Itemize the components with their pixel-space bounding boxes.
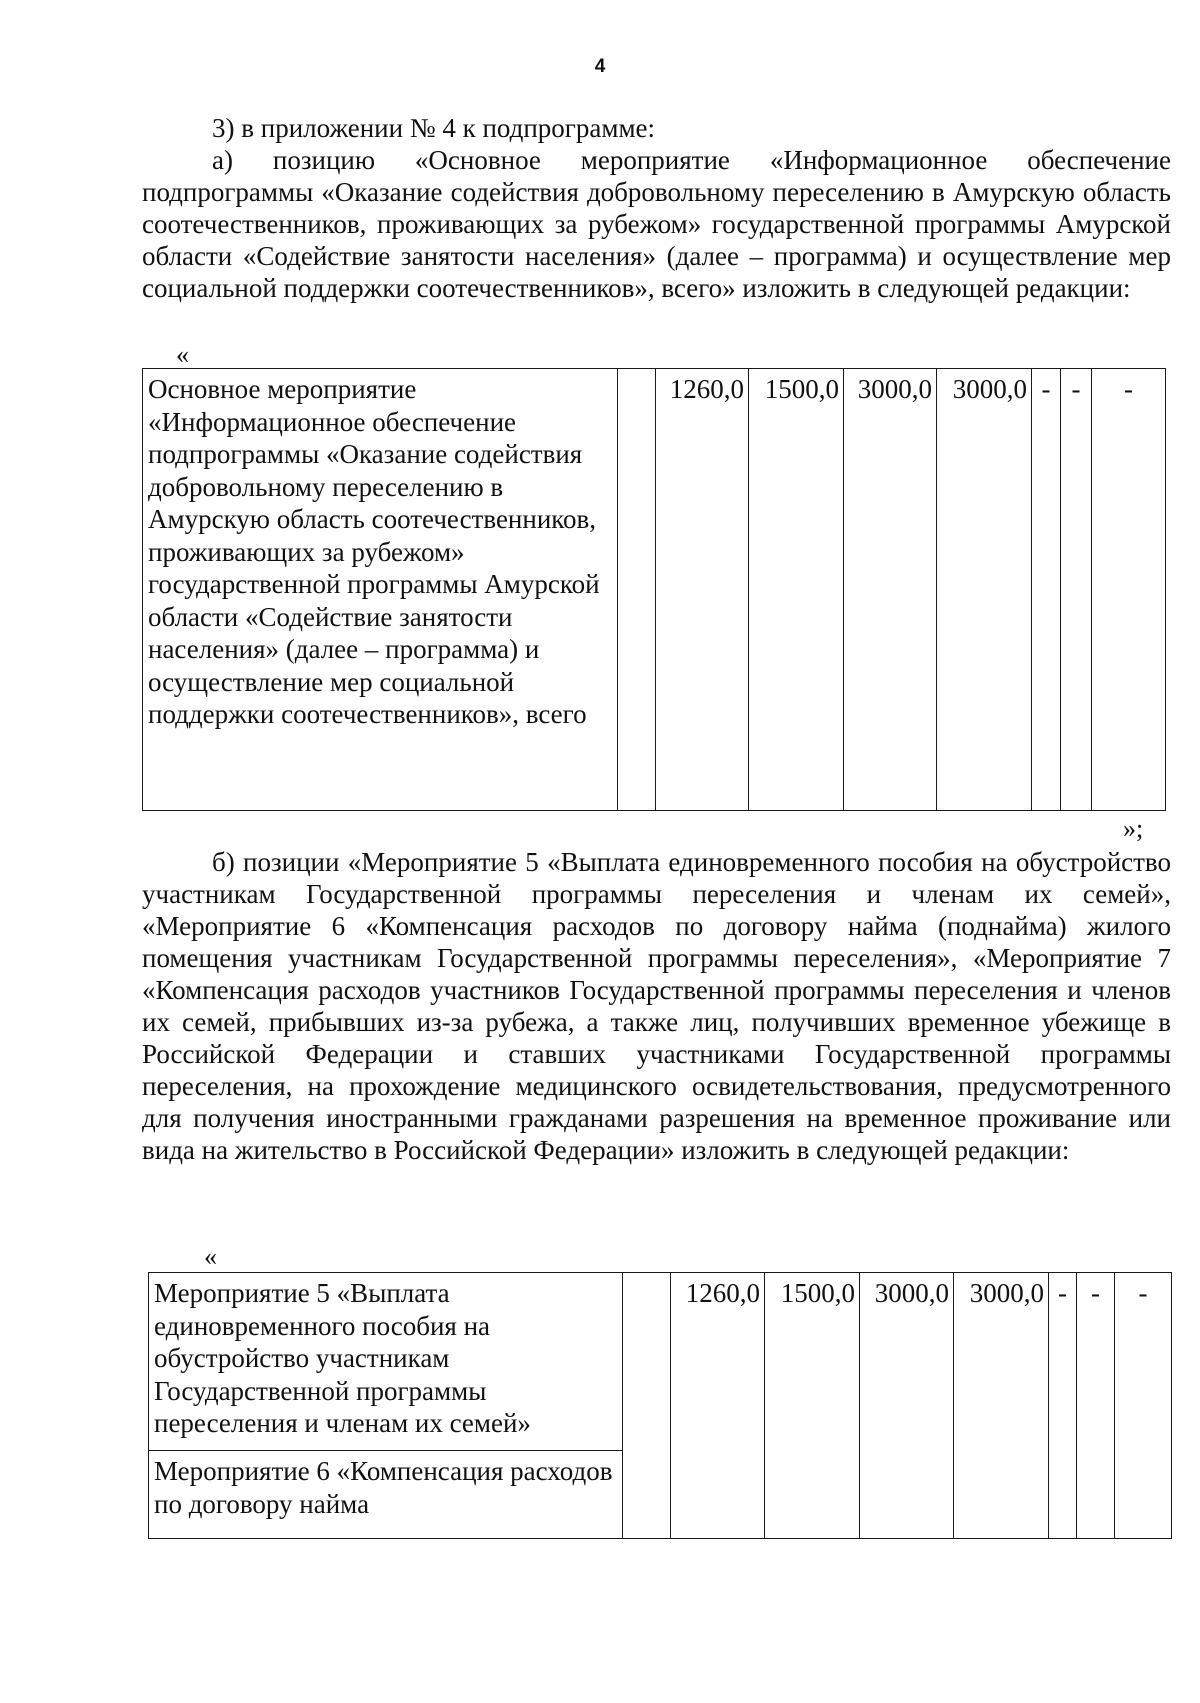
- dash-cell: -: [1092, 369, 1166, 811]
- page-number: 4: [594, 56, 606, 77]
- dash-cell: -: [1032, 369, 1061, 811]
- position-table-2: [148, 1272, 1172, 1539]
- value-cell: 3000,0: [954, 1273, 1049, 1539]
- main-activity-description: Основное мероприятие «Информационное обеспечение подпрограммы «Оказание содействия добровольному переселению в Амурскую область соотечественников, проживающих за рубежом» государственной программы Амурской области «Содействие занятости населения» (далее – программа) и осуществление мер социальной поддержки соотечественников», всего: [143, 369, 618, 811]
- empty-cell: [618, 369, 656, 811]
- value-cell: 1260,0: [656, 369, 749, 811]
- dash-cell: -: [1115, 1273, 1172, 1539]
- open-quote-2: «: [204, 1242, 217, 1271]
- value-cell: 1500,0: [749, 369, 844, 811]
- activity-5-description: Мероприятие 5 «Выплата единовременного пособия на обустройство участникам Государственной программы переселения и членам их семей»: [149, 1273, 623, 1451]
- value-cell: 1260,0: [671, 1273, 765, 1539]
- dash-cell: -: [1061, 369, 1092, 811]
- item-3-heading: 3) в приложении № 4 к подпрограмме:: [212, 113, 656, 143]
- empty-cell: [623, 1273, 671, 1539]
- open-quote-1: «: [176, 340, 189, 369]
- value-cell: 3000,0: [937, 369, 1032, 811]
- dash-cell: -: [1077, 1273, 1115, 1539]
- value-cell: 1500,0: [765, 1273, 860, 1539]
- close-quote-1: »;: [1123, 814, 1144, 843]
- value-cell: 3000,0: [860, 1273, 954, 1539]
- item-b-paragraph: б) позиции «Мероприятие 5 «Выплата единовременного пособия на обустройство участникам Государственной программы переселения и членам их семей», «Мероприятие 6 «Компенсация расходов по договору найма (поднайма) жилого помещения участникам Государственной программы переселения», «Мероприятие 7 «Компенсация расходов участников Государственной программы переселения и членов их семей, прибывших из-за рубежа, а также лиц, получивших временное убежище в Российской Федерации и ставших участниками Государственной программы переселения, на прохождение медицинского освидетельствования, предусмотренного для получения иностранными гражданами разрешения на временное проживание или вида на жительство в Российской Федерации» изложить в следующей редакции:: [142, 847, 1171, 1165]
- activity-6-description: Мероприятие 6 «Компенсация расходов по договору найма: [149, 1451, 623, 1539]
- value-cell: 3000,0: [844, 369, 937, 811]
- item-a-paragraph: а) позицию «Основное мероприятие «Информационное обеспечение подпрограммы «Оказание содействия добровольному переселению в Амурскую область соотечественников, проживающих за рубежом» государственной программы Амурской области «Содействие занятости населения» (далее – программа) и осуществление мер социальной поддержки соотечественников», всего» изложить в следующей редакции:: [142, 145, 1171, 303]
- position-table-1: [142, 368, 1166, 811]
- dash-cell: -: [1049, 1273, 1077, 1539]
